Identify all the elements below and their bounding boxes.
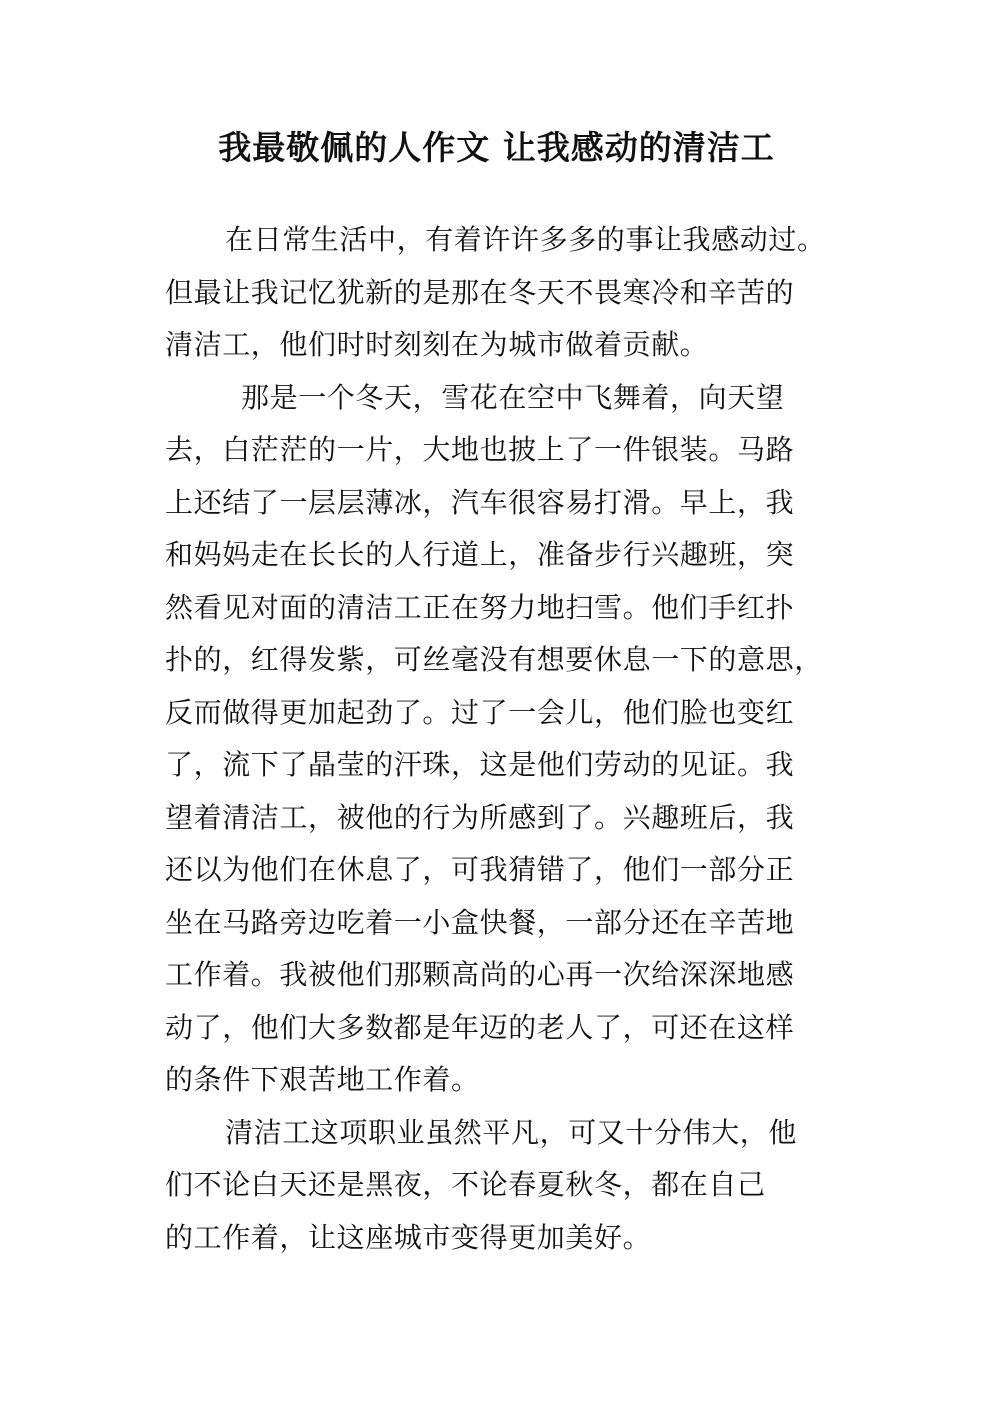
text-line: 反而做得更加起劲了。过了一会儿，他们脸也变红 [165,695,795,729]
text-line: 然看见对面的清洁工正在努力地扫雪。他们手红扑 [165,590,795,624]
text-line: 上还结了一层层薄冰，汽车很容易打滑。早上，我 [165,485,795,519]
text-line: 了，流下了晶莹的汗珠，这是他们劳动的见证。我 [165,748,795,781]
text-line: 清洁工，他们时时刻刻在为城市做着贡献。 [165,328,709,361]
text-line: 的工作着，让这座城市变得更加美好。 [165,1220,652,1254]
paragraph-3 [165,1107,845,1265]
text-line: 工作着。我被他们那颗高尚的心再一次给深深地感 [165,958,795,991]
text-line: 还以为他们在休息了，可我猜错了，他们一部分正 [165,853,795,886]
text-line: 在日常生活中，有着许许多多的事让我感动过。 [225,223,826,256]
text-line: 但最让我记忆犹新的是那在冬天不畏寒冷和辛苦的 [165,275,795,309]
text-line: 和妈妈走在长长的人行道上，准备步行兴趣班，突 [165,538,795,571]
paragraph-1 [165,214,845,372]
document-body [165,214,845,1264]
text-line: 坐在马路旁边吃着一小盒快餐，一部分还在辛苦地 [165,905,795,939]
text-line: 们不论白天还是黑夜，不论春夏秋冬，都在自己 [165,1168,766,1201]
paragraph-2 [165,372,845,1107]
text-line: 去，白茫茫的一片，大地也披上了一件银装。马路 [165,433,795,466]
text-line: 的条件下艰苦地工作着。 [165,1063,480,1096]
text-line: 扑的，红得发紫，可丝毫没有想要休息一下的意思， [165,643,823,676]
text-line: 那是一个冬天，雪花在空中飞舞着，向天望 [241,380,785,414]
text-line: 动了，他们大多数都是年迈的老人了，可还在这样 [165,1010,795,1044]
document-title: 我最敬佩的人作文 让我感动的清洁工 [218,128,775,167]
text-line: 清洁工这项职业虽然平凡，可又十分伟大，他 [225,1115,798,1149]
text-line: 望着清洁工，被他的行为所感到了。兴趣班后，我 [165,800,795,834]
